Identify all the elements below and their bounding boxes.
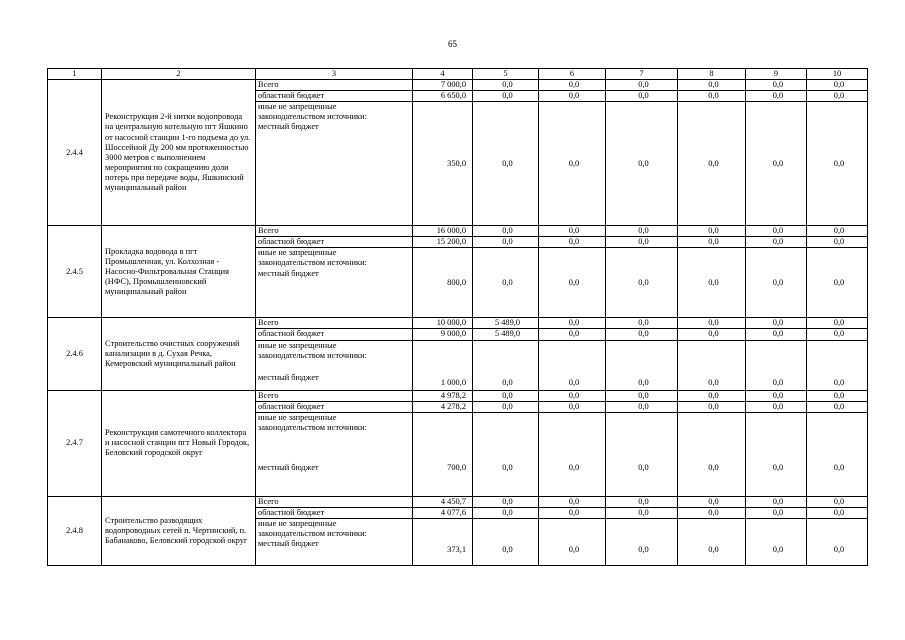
column-header: 5 [473, 69, 539, 80]
source-other-line2: законодательством источники: [258, 350, 367, 360]
value-cell: 0,0 [678, 329, 746, 340]
measure-code: 2.4.6 [48, 318, 102, 390]
source-total-label: Всего [256, 390, 413, 401]
value-cell: 0,0 [539, 412, 606, 496]
value-cell: 0,0 [746, 237, 807, 248]
value-cell: 0,0 [539, 248, 606, 318]
value-cell: 0,0 [473, 91, 539, 102]
value-cell: 1 000,0 [413, 340, 473, 390]
page-number: 65 [448, 39, 457, 49]
source-local-label: местный бюджет [258, 372, 319, 382]
value-cell: 0,0 [807, 226, 868, 237]
column-header-row [48, 69, 868, 80]
value-cell: 6 650,0 [413, 91, 473, 102]
source-total-label: Всего [256, 80, 413, 91]
value-cell: 4 978,2 [413, 390, 473, 401]
value-cell: 0,0 [606, 518, 678, 565]
value-cell: 0,0 [606, 80, 678, 91]
budget-table [47, 68, 868, 566]
source-other-local-label [256, 340, 413, 390]
value-cell: 0,0 [606, 507, 678, 518]
value-cell: 0,0 [606, 496, 678, 507]
value-cell: 0,0 [807, 80, 868, 91]
source-regional-label: областной бюджет [256, 401, 413, 412]
value-cell: 0,0 [746, 340, 807, 390]
source-other-line2: законодательством источники: [258, 528, 367, 538]
value-cell: 0,0 [606, 248, 678, 318]
value-cell: 0,0 [807, 318, 868, 329]
source-other-line2: законодательством источники: [258, 258, 367, 268]
source-local-label: местный бюджет [258, 462, 319, 472]
column-header: 10 [807, 69, 868, 80]
source-total-label: Всего [256, 318, 413, 329]
value-cell: 0,0 [606, 102, 678, 226]
value-cell: 0,0 [746, 91, 807, 102]
value-cell: 0,0 [678, 496, 746, 507]
source-other-local-label [256, 412, 413, 496]
value-cell: 0,0 [473, 496, 539, 507]
value-cell: 0,0 [473, 507, 539, 518]
source-regional-label: областной бюджет [256, 329, 413, 340]
value-cell: 0,0 [807, 412, 868, 496]
value-cell: 0,0 [746, 518, 807, 565]
source-regional-label: областной бюджет [256, 237, 413, 248]
value-cell: 0,0 [807, 340, 868, 390]
measure-code: 2.4.4 [48, 80, 102, 226]
source-total-label: Всего [256, 496, 413, 507]
value-cell: 0,0 [746, 80, 807, 91]
column-header: 9 [746, 69, 807, 80]
measure-code: 2.4.8 [48, 496, 102, 565]
measure-code: 2.4.5 [48, 226, 102, 318]
value-cell: 0,0 [678, 80, 746, 91]
source-total-label: Всего [256, 226, 413, 237]
value-cell: 0,0 [473, 80, 539, 91]
value-cell: 0,0 [807, 390, 868, 401]
value-cell: 0,0 [473, 248, 539, 318]
value-cell: 0,0 [746, 401, 807, 412]
value-cell: 0,0 [539, 401, 606, 412]
value-cell: 0,0 [807, 329, 868, 340]
value-cell: 0,0 [473, 102, 539, 226]
value-cell: 0,0 [746, 226, 807, 237]
column-header: 6 [539, 69, 606, 80]
value-cell: 0,0 [746, 412, 807, 496]
value-cell: 0,0 [746, 318, 807, 329]
value-cell: 0,0 [539, 340, 606, 390]
value-cell: 0,0 [539, 91, 606, 102]
value-cell: 5 489,0 [473, 329, 539, 340]
value-cell: 0,0 [678, 237, 746, 248]
value-cell: 0,0 [678, 226, 746, 237]
table-row [48, 390, 868, 401]
value-cell: 0,0 [473, 340, 539, 390]
source-local-label: местный бюджет [258, 539, 319, 549]
value-cell: 0,0 [606, 91, 678, 102]
column-header: 3 [256, 69, 413, 80]
value-cell: 0,0 [539, 226, 606, 237]
column-header: 7 [606, 69, 678, 80]
value-cell: 0,0 [539, 390, 606, 401]
value-cell: 0,0 [746, 390, 807, 401]
source-other-line1: иные не запрещенные [258, 340, 337, 350]
value-cell: 0,0 [539, 496, 606, 507]
value-cell: 700,0 [413, 412, 473, 496]
column-header: 2 [102, 69, 256, 80]
value-cell: 0,0 [746, 507, 807, 518]
value-cell: 0,0 [807, 507, 868, 518]
source-other-local-label [256, 248, 413, 318]
value-cell: 0,0 [678, 412, 746, 496]
value-cell: 0,0 [473, 390, 539, 401]
value-cell: 0,0 [807, 248, 868, 318]
table-row [48, 318, 868, 329]
value-cell: 15 200,0 [413, 237, 473, 248]
value-cell: 0,0 [678, 248, 746, 318]
value-cell: 800,0 [413, 248, 473, 318]
column-header: 1 [48, 69, 102, 80]
value-cell: 0,0 [606, 340, 678, 390]
value-cell: 0,0 [606, 401, 678, 412]
value-cell: 0,0 [746, 102, 807, 226]
value-cell: 0,0 [678, 401, 746, 412]
value-cell: 7 000,0 [413, 80, 473, 91]
value-cell: 0,0 [606, 226, 678, 237]
measure-description: Прокладка водовода в пгт Промышленная, ул. Колхозная - Насосно-Фильтровальная Станция (НФС), Промышленновский муниципальный район [102, 226, 256, 318]
source-other-line2: законодательством источники: [258, 422, 367, 432]
value-cell: 0,0 [539, 518, 606, 565]
value-cell: 0,0 [539, 329, 606, 340]
value-cell: 0,0 [606, 237, 678, 248]
value-cell: 350,0 [413, 102, 473, 226]
value-cell: 0,0 [807, 91, 868, 102]
value-cell: 0,0 [539, 80, 606, 91]
value-cell: 0,0 [807, 237, 868, 248]
value-cell: 0,0 [746, 329, 807, 340]
source-regional-label: областной бюджет [256, 91, 413, 102]
value-cell: 0,0 [473, 412, 539, 496]
table-row [48, 80, 868, 91]
source-local-label: местный бюджет [258, 122, 319, 132]
value-cell: 0,0 [539, 102, 606, 226]
value-cell: 4 450,7 [413, 496, 473, 507]
source-regional-label: областной бюджет [256, 507, 413, 518]
table-row [48, 226, 868, 237]
value-cell: 0,0 [746, 248, 807, 318]
value-cell: 373,1 [413, 518, 473, 565]
measure-description: Строительство разводящих водопроводных сетей п. Чертинский, п. Бабанаково, Беловский городской округ [102, 496, 256, 565]
value-cell: 0,0 [746, 496, 807, 507]
value-cell: 4 077,6 [413, 507, 473, 518]
value-cell: 0,0 [678, 507, 746, 518]
value-cell: 0,0 [473, 226, 539, 237]
value-cell: 0,0 [807, 401, 868, 412]
source-other-line2: законодательством источники: [258, 112, 367, 122]
value-cell: 0,0 [606, 329, 678, 340]
value-cell: 9 000,0 [413, 329, 473, 340]
value-cell: 0,0 [678, 91, 746, 102]
value-cell: 0,0 [539, 237, 606, 248]
column-header: 4 [413, 69, 473, 80]
value-cell: 0,0 [473, 237, 539, 248]
source-other-line1: иные не запрещенные [258, 518, 337, 528]
value-cell: 0,0 [539, 507, 606, 518]
value-cell: 0,0 [606, 390, 678, 401]
value-cell: 0,0 [606, 318, 678, 329]
value-cell: 0,0 [678, 518, 746, 565]
value-cell: 0,0 [473, 401, 539, 412]
value-cell: 0,0 [678, 340, 746, 390]
value-cell: 0,0 [807, 496, 868, 507]
measure-description: Реконструкция самотечного коллектора и насосной станции пгт Новый Городок, Беловский городской округ [102, 390, 256, 496]
value-cell: 0,0 [473, 518, 539, 565]
value-cell: 0,0 [807, 102, 868, 226]
value-cell: 0,0 [678, 318, 746, 329]
value-cell: 16 000,0 [413, 226, 473, 237]
source-other-local-label [256, 102, 413, 226]
value-cell: 5 489,0 [473, 318, 539, 329]
value-cell: 0,0 [606, 412, 678, 496]
value-cell: 0,0 [539, 318, 606, 329]
source-other-line1: иные не запрещенные [258, 248, 337, 258]
measure-description: Реконструкция 2-й нитки водопровода на центральную котельную пгт Яшкино от насосной станции 1-го подъема до ул. Шоссейной Ду 200 мм протяженностью 3000 метров с выполнением мероприятия по сокращению доли потерь при передаче воды, Яшкинский муниципальный район [102, 80, 256, 226]
source-other-line1: иные не запрещенные [258, 412, 337, 422]
source-other-local-label [256, 518, 413, 565]
value-cell: 10 000,0 [413, 318, 473, 329]
value-cell: 4 278,2 [413, 401, 473, 412]
measure-description: Строительство очистных сооружений канализации в д. Сухая Речка, Кемеровский муниципальный район [102, 318, 256, 390]
source-other-line1: иные не запрещенные [258, 102, 337, 112]
value-cell: 0,0 [807, 518, 868, 565]
source-local-label: местный бюджет [258, 268, 319, 278]
measure-code: 2.4.7 [48, 390, 102, 496]
column-header: 8 [678, 69, 746, 80]
value-cell: 0,0 [678, 390, 746, 401]
value-cell: 0,0 [678, 102, 746, 226]
table-row [48, 496, 868, 507]
